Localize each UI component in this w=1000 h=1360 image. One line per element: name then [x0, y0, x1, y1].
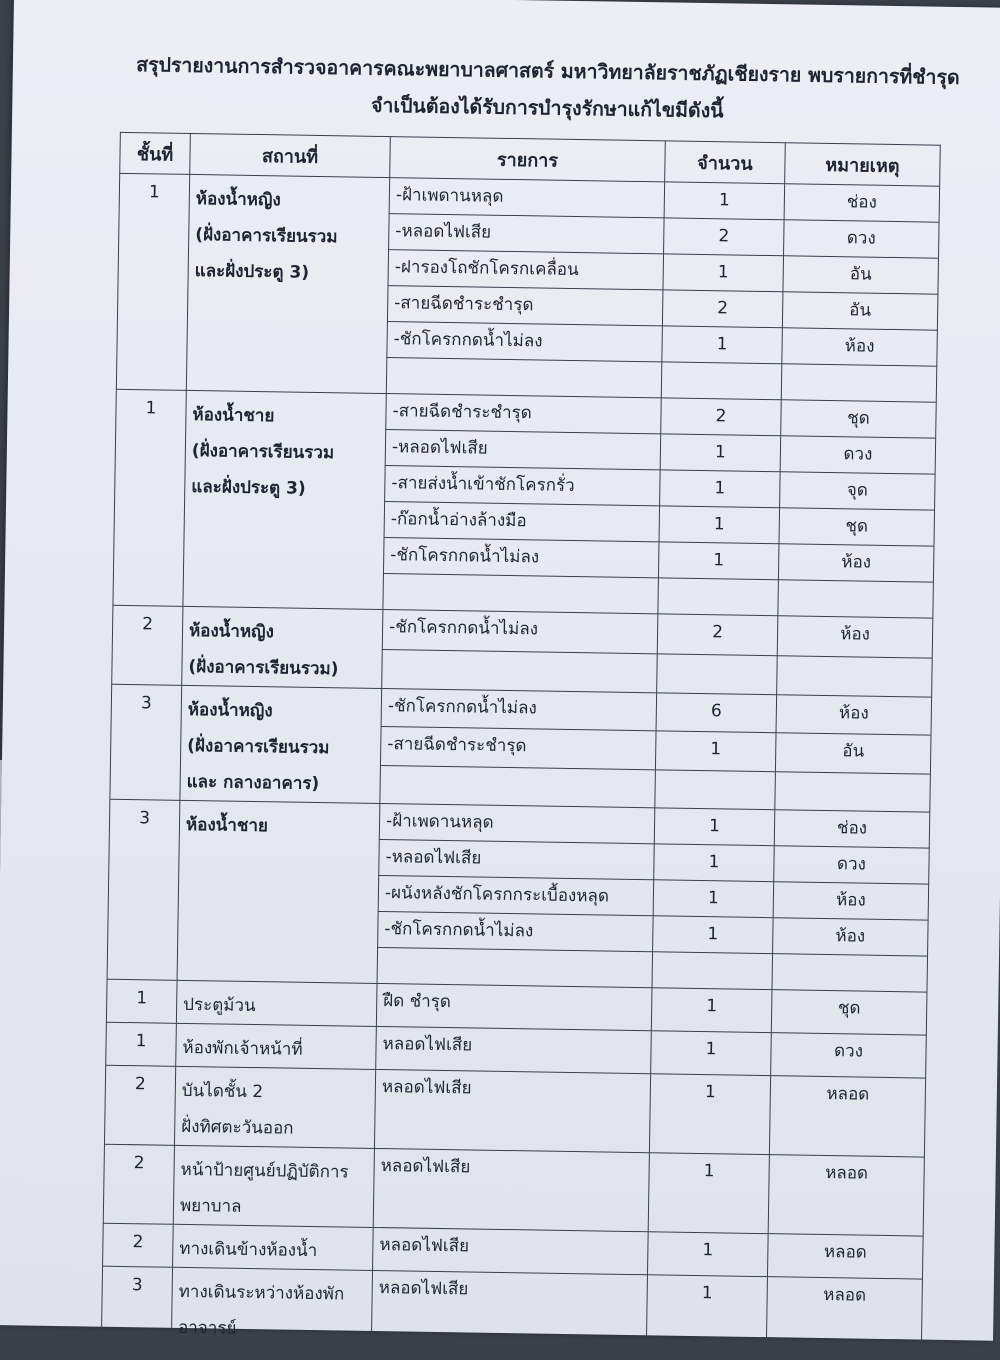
quantity-cell: 1	[659, 506, 780, 544]
note-cell: ชุด	[771, 990, 927, 1035]
quantity-cell: 1	[660, 434, 781, 472]
quantity-cell: 1	[663, 254, 784, 292]
note-cell: ดวง	[774, 846, 930, 884]
location-cell	[174, 1066, 375, 1148]
quantity-cell	[657, 653, 778, 694]
floor-cell: 2	[103, 1223, 174, 1267]
location-line: ห้องพักเจ้าหน้าที่	[182, 1037, 303, 1060]
location-line: และฝั่งประตู 3)	[194, 261, 310, 283]
repair-survey-table	[101, 132, 941, 1359]
quantity-cell: 1	[651, 1031, 772, 1076]
location-line: ห้องน้ำหญิง	[188, 620, 275, 643]
floor-cell: 3	[110, 684, 182, 800]
quantity-cell	[658, 578, 779, 616]
location-cell	[176, 1023, 377, 1069]
quantity-cell: 1	[655, 731, 776, 771]
note-cell: หลอด	[768, 1155, 924, 1236]
location-line: ทางเดินระหว่างห้องพัก	[178, 1281, 345, 1305]
item-cell: -ชักโครกกดน้ำไม่ลง	[383, 538, 659, 578]
note-cell: หลอด	[767, 1234, 923, 1279]
quantity-cell: 1	[653, 880, 774, 918]
quantity-cell: 6	[656, 693, 777, 733]
note-cell: ดวง	[771, 1033, 927, 1078]
location-cell	[183, 390, 386, 609]
location-line: อาจารย์	[177, 1317, 237, 1339]
table-row	[103, 1144, 924, 1236]
location-line: ประตูม้วน	[183, 994, 256, 1017]
quantity-cell: 1	[654, 808, 775, 846]
location-cell	[173, 1224, 374, 1270]
item-cell: -ฝ้าเพดานหลุด	[389, 178, 665, 218]
floor-cell: 3	[107, 799, 180, 980]
item-cell: -สายฉีดชำระชำรุด	[387, 286, 663, 326]
note-cell: ดวง	[784, 220, 940, 258]
item-cell: -สายส่งน้ำเข้าชักโครกรั่ว	[385, 466, 661, 506]
note-cell: ห้อง	[777, 616, 933, 658]
item-cell: หลอดไฟเสีย	[371, 1270, 647, 1353]
quantity-cell	[655, 769, 776, 809]
note-cell: ห้อง	[782, 328, 938, 366]
item-cell: หลอดไฟเสีย	[373, 1227, 649, 1274]
item-cell: -ชักโครกกดน้ำไม่ลง	[387, 322, 663, 362]
location-line: (ฝั่งอาคารเรียนรวม	[195, 225, 338, 248]
note-cell: ดวง	[780, 436, 936, 474]
location-line: ห้องน้ำหญิง	[187, 699, 273, 722]
note-cell: อัน	[783, 256, 939, 294]
floor-cell: 1	[106, 1022, 177, 1066]
quantity-cell: 1	[653, 916, 774, 954]
quantity-cell: 1	[658, 542, 779, 580]
quantity-cell: 1	[649, 1074, 770, 1155]
quantity-cell: 2	[662, 290, 783, 328]
item-cell: ฝืด ชำรุด	[376, 983, 652, 1030]
item-cell: -ผนังหลังชักโครกกระเบื้องหลุด	[378, 875, 654, 915]
quantity-cell: 1	[647, 1232, 768, 1277]
table-row	[104, 1065, 925, 1157]
item-cell: -ฝ้าเพดานหลุด	[379, 803, 655, 843]
quantity-cell: 1	[651, 988, 772, 1033]
floor-cell: 1	[113, 389, 186, 606]
title-line-2: จำเป็นต้องได้รับการบำรุงรักษาแก้ไขมีดังนี้	[370, 93, 724, 123]
location-line: ห้องน้ำชาย	[185, 814, 269, 837]
item-cell: -หลอดไฟเสีย	[389, 214, 665, 254]
item-cell: -ก๊อกน้ำอ่างล้างมือ	[384, 502, 660, 542]
header-floor: ชั้นที่	[120, 132, 191, 174]
item-cell: หลอดไฟเสีย	[374, 1069, 650, 1152]
location-line: พยาบาล	[179, 1195, 242, 1217]
table-row	[101, 1266, 922, 1358]
header-note: หมายเหตุ	[785, 143, 941, 186]
note-cell	[777, 655, 933, 697]
document-title	[127, 46, 968, 133]
item-cell	[386, 358, 662, 398]
quantity-cell	[661, 362, 782, 400]
location-cell	[173, 1145, 374, 1227]
note-cell	[781, 364, 937, 402]
item-cell	[382, 649, 658, 693]
item-cell: หลอดไฟเสีย	[376, 1026, 652, 1073]
quantity-cell: 2	[661, 398, 782, 436]
note-cell: ห้อง	[773, 882, 929, 920]
location-line: ทางเดินข้างห้องน้ำ	[179, 1238, 318, 1262]
note-cell: หลอด	[769, 1076, 925, 1157]
location-cell	[186, 174, 389, 393]
quantity-cell	[652, 952, 773, 990]
location-cell	[177, 800, 380, 983]
location-line: (ฝั่งอาคารเรียนรวม)	[188, 656, 339, 680]
note-cell: ห้อง	[776, 695, 932, 736]
location-line: (ฝั่งอาคารเรียนรวม	[187, 735, 330, 759]
note-cell	[772, 954, 928, 992]
floor-cell: 2	[112, 605, 183, 685]
header-location: สถานที่	[190, 133, 391, 177]
title-line-1: สรุปรายงานการสำรวจอาคารคณะพยาบาลศาสตร์ มหาวิทยาลัยราชภัฏเชียงราย พบรายการที่ชำรุด	[135, 53, 960, 90]
location-cell	[176, 980, 377, 1026]
quantity-cell: 2	[657, 614, 778, 655]
note-cell: อัน	[775, 733, 931, 774]
location-line: ฝั่งทิศตะวันออก	[181, 1116, 294, 1139]
quantity-cell: 1	[660, 470, 781, 508]
location-line: บันไดชั้น 2	[181, 1080, 264, 1103]
item-cell: -หลอดไฟเสีย	[379, 839, 655, 879]
item-cell: -ฝารองโถชักโครกเคลื่อน	[388, 250, 664, 290]
floor-cell: 1	[116, 173, 189, 390]
quantity-cell: 1	[646, 1275, 767, 1356]
floor-cell: 3	[101, 1266, 172, 1346]
floor-cell: 2	[103, 1144, 174, 1224]
location-line: หน้าป้ายศูนย์ปฏิบัติการ	[180, 1159, 349, 1183]
location-cell	[171, 1267, 372, 1349]
floor-cell: 2	[104, 1065, 175, 1145]
location-line: ห้องน้ำหญิง	[195, 189, 281, 211]
location-cell	[182, 606, 383, 688]
note-cell: หลอด	[766, 1277, 922, 1358]
quantity-cell: 1	[648, 1153, 769, 1234]
item-cell	[380, 765, 656, 808]
location-line: ห้องน้ำชาย	[192, 405, 275, 427]
floor-cell: 1	[106, 979, 177, 1023]
note-cell: ช่อง	[774, 810, 930, 848]
note-cell: ชุด	[779, 508, 935, 546]
quantity-cell: 1	[654, 844, 775, 882]
item-cell	[377, 947, 653, 987]
location-line: และฝั่งประตู 3)	[191, 476, 306, 499]
table-body	[101, 173, 939, 1358]
quantity-cell: 1	[662, 326, 783, 364]
note-cell: จุด	[780, 472, 936, 510]
header-item: รายการ	[390, 137, 666, 182]
item-cell: -หลอดไฟเสีย	[385, 430, 661, 470]
location-cell	[180, 685, 382, 803]
note-cell	[775, 771, 931, 812]
item-cell	[383, 574, 659, 614]
item-cell: หลอดไฟเสีย	[373, 1148, 649, 1231]
item-cell: -สายฉีดชำระชำรุด	[380, 727, 656, 770]
location-line: (ฝั่งอาคารเรียนรวม	[191, 440, 335, 464]
item-cell: -ชักโครกกดน้ำไม่ลง	[382, 610, 658, 654]
item-cell: -สายฉีดชำระชำรุด	[386, 394, 662, 434]
note-cell: อัน	[782, 292, 938, 330]
quantity-cell: 2	[664, 218, 785, 256]
location-line: และ กลางอาคาร)	[186, 771, 320, 795]
note-cell: ห้อง	[778, 544, 934, 582]
header-quantity: จำนวน	[665, 141, 786, 184]
note-cell: ชุด	[781, 400, 937, 438]
item-cell: -ชักโครกกดน้ำไม่ลง	[381, 689, 657, 732]
note-cell	[778, 580, 934, 618]
item-cell: -ชักโครกกดน้ำไม่ลง	[378, 911, 654, 951]
quantity-cell: 1	[664, 182, 785, 220]
note-cell: ช่อง	[784, 184, 940, 222]
note-cell: ห้อง	[773, 918, 929, 956]
